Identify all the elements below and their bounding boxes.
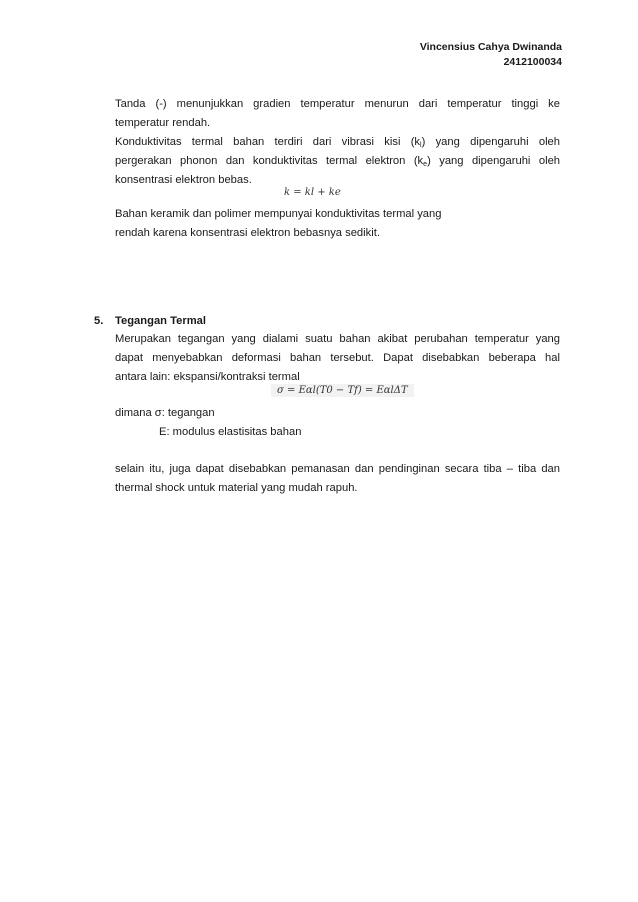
paragraph-line: Merupakan tegangan yang dialami suatu bahan akibat perubahan temperatur yang — [115, 333, 560, 345]
definition-line: dimana σ: tegangan — [115, 407, 215, 419]
student-id: 2412100034 — [503, 56, 562, 68]
formula-conductivity: k = kl + ke — [284, 187, 341, 198]
paragraph-line: antara lain: ekspansi/kontraksi termal — [115, 371, 300, 384]
paragraph-line: thermal shock untuk material yang mudah rapuh. — [115, 482, 358, 495]
paragraph-line: rendah karena konsentrasi elektron bebasnya sedikit. — [115, 227, 380, 240]
paragraph-line: selain itu, juga dapat disebabkan pemanasan dan pendinginan secara tiba – tiba dan — [115, 463, 560, 475]
formula-thermal-stress: σ = Eαl(T0 − Tf) = EαlΔT — [271, 384, 414, 397]
text-fragment: ) yang dipengaruhi oleh — [427, 155, 561, 168]
paragraph-other-causes — [115, 460, 560, 498]
subscript: e — [423, 161, 428, 169]
paragraph-line — [115, 133, 560, 152]
paragraph-ceramic — [115, 205, 560, 243]
subscript: l — [420, 142, 422, 149]
definitions — [115, 404, 560, 442]
text-fragment: pergerakan phonon dan konduktivitas termal elektron (k — [115, 155, 424, 168]
paragraph-conductivity — [115, 133, 560, 191]
definition-line: E: modulus elastisitas bahan — [159, 426, 302, 439]
section-number: 5. — [94, 315, 104, 327]
paragraph-gradient — [115, 95, 560, 133]
paragraph-line: Tanda (-) menunjukkan gradien temperatur menurun dari temperatur tinggi ke — [115, 98, 560, 110]
paragraph-line: konsentrasi elektron bebas. — [115, 174, 252, 187]
page-header — [420, 40, 562, 70]
text-fragment: ) yang dipengaruhi oleh — [421, 136, 560, 148]
paragraph-line: temperatur rendah. — [115, 117, 211, 130]
paragraph-line: Bahan keramik dan polimer mempunyai konduktivitas termal yang — [115, 208, 442, 220]
section-title: Tegangan Termal — [115, 315, 206, 327]
paragraph-line: dapat menyebabkan deformasi bahan tersebut. Dapat disebabkan beberapa hal — [115, 352, 560, 365]
paragraph-line — [115, 152, 560, 171]
paragraph-thermal-stress — [115, 330, 560, 388]
author-name: Vincensius Cahya Dwinanda — [419, 41, 562, 53]
text-fragment: Konduktivitas termal bahan terdiri dari vibrasi kisi (k — [115, 136, 421, 148]
